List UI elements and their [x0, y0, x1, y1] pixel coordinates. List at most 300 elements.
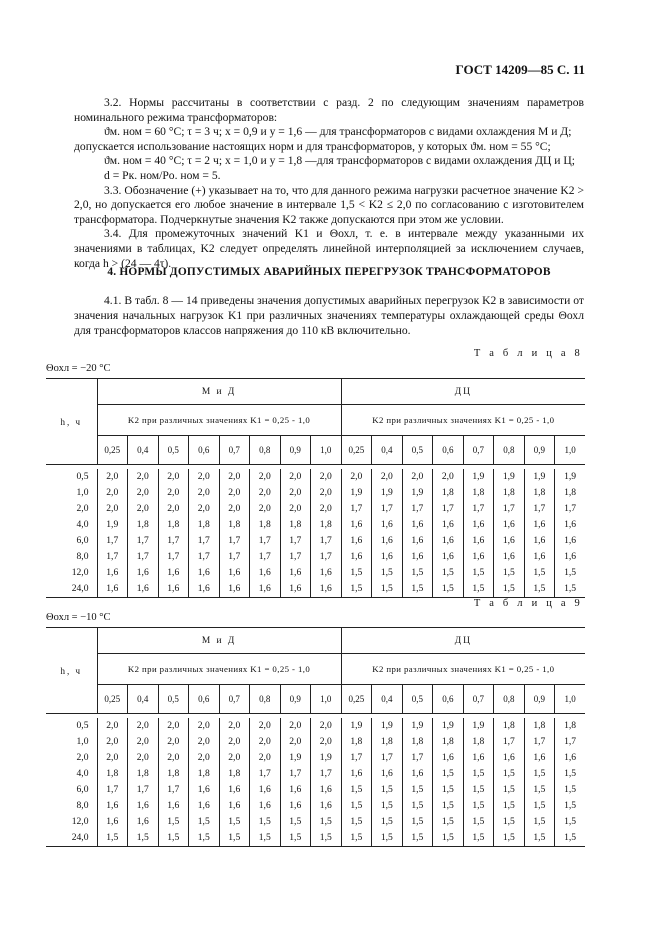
k2-md-value: 1,7: [280, 533, 311, 549]
k2-md-value: 2,0: [189, 734, 220, 750]
k2-md-value: 1,6: [311, 565, 342, 581]
k2-md-value: 1,8: [158, 766, 189, 782]
paragraph-3-2-params-1: ϑм. ном = 60 °С; τ = 3 ч; x = 0,9 и y = 1,6 — для трансформаторов с видами охлаждения М и Д;: [104, 125, 572, 139]
k2-dc-value: 2,0: [433, 469, 464, 485]
k2-md-value: 2,0: [219, 485, 250, 501]
k2-md-value: 1,8: [189, 517, 220, 533]
k2-dc-value: 1,5: [463, 782, 494, 798]
k2-md-value: 1,6: [189, 581, 220, 598]
k2-md-value: 2,0: [189, 501, 220, 517]
page-header: ГОСТ 14209—85 С. 11: [455, 62, 585, 77]
k1-md-4: 0,7: [219, 436, 250, 465]
k2-dc-value: 1,5: [494, 830, 525, 847]
k2-dc-value: 1,8: [463, 734, 494, 750]
k2-md-value: 1,8: [189, 766, 220, 782]
table-row: [46, 718, 585, 734]
table-row: [46, 549, 585, 565]
k2-md-value: 2,0: [97, 501, 128, 517]
h-value: 24,0: [46, 581, 97, 598]
k1-md-2: 0,5: [158, 436, 189, 465]
k2-md-value: 1,7: [158, 782, 189, 798]
k2-md-value: 2,0: [280, 501, 311, 517]
k1-dc-7: 1,0: [555, 685, 586, 714]
k1-md-7: 1,0: [311, 436, 342, 465]
k2-md-value: 1,5: [128, 830, 159, 847]
k2-dc-value: 1,7: [463, 501, 494, 517]
k2-md-value: 2,0: [311, 501, 342, 517]
k2-dc-value: 1,8: [402, 734, 433, 750]
k2-md-value: 2,0: [128, 469, 159, 485]
k2-md-value: 1,5: [250, 830, 281, 847]
paragraph-3-3: 3.3. Обозначение (+) указывает на то, что для данного режима нагрузки расчетное значение K2 > 2,0, но допускается его любое значение в интервале 1,5 < K2 ≤ 2,0 по согласованию с изготовителем трансформатора. Подчеркнутые значения K2 также допускаются при этом же условии.: [74, 183, 584, 226]
k2-dc-value: 1,5: [524, 798, 555, 814]
k1-md-6: 0,9: [280, 436, 311, 465]
k2-md-value: 2,0: [97, 718, 128, 734]
k2-md-value: 2,0: [97, 750, 128, 766]
k2-dc-value: 1,8: [564, 720, 577, 731]
k2-md-value: 1,5: [189, 814, 220, 830]
sub-md: K2 при различных значениях K1 = 0,25 - 1,0: [97, 654, 341, 685]
k2-dc-value: 1,5: [433, 581, 464, 598]
k2-md-value: 1,5: [280, 814, 311, 830]
k2-md-value: 1,7: [158, 533, 189, 549]
k2-dc-value: 1,7: [494, 734, 525, 750]
table-row: [46, 782, 585, 798]
k2-md-value: 2,0: [219, 469, 250, 485]
k2-dc-value: 1,5: [555, 581, 586, 598]
k2-dc-value: 1,7: [341, 750, 372, 766]
k2-md-value: 2,0: [97, 734, 128, 750]
k2-dc-value: 1,8: [564, 487, 577, 498]
k2-md-value: 1,6: [158, 565, 189, 581]
k2-dc-value: 1,6: [433, 533, 464, 549]
k2-dc-value: 1,5: [524, 814, 555, 830]
k2-dc-value: 1,9: [433, 718, 464, 734]
k2-md-value: 2,0: [97, 485, 128, 501]
k2-dc-value: 1,6: [564, 519, 577, 530]
k2-md-value: 2,0: [280, 718, 311, 734]
sub-dc: K2 при различных значениях K1 = 0,25 - 1,0: [341, 405, 585, 436]
k2-dc-value: 1,5: [402, 798, 433, 814]
k2-md-value: 2,0: [128, 734, 159, 750]
k2-dc-value: 1,5: [372, 830, 403, 847]
k2-md-value: 1,6: [128, 798, 159, 814]
k2-md-value: 1,7: [219, 533, 250, 549]
k2-dc-value: 1,6: [341, 766, 372, 782]
k2-md-value: 1,7: [128, 782, 159, 798]
k2-md-value: 1,7: [250, 533, 281, 549]
k1-dc-4: 0,7: [463, 436, 494, 465]
k2-md-value: 2,0: [219, 734, 250, 750]
k2-md-value: 1,5: [311, 814, 342, 830]
k2-dc-value: 1,8: [372, 734, 403, 750]
k2-md-value: 1,7: [311, 549, 342, 565]
k2-md-value: 1,8: [158, 517, 189, 533]
k2-dc-value: 1,8: [494, 485, 525, 501]
k2-md-value: 1,8: [219, 766, 250, 782]
k2-dc-value: 1,7: [341, 501, 372, 517]
k2-dc-value: 1,5: [402, 581, 433, 598]
k2-dc-value: 1,5: [402, 814, 433, 830]
k2-md-value: 1,7: [128, 533, 159, 549]
k2-md-value: 1,6: [250, 581, 281, 598]
k2-md-value: 1,7: [250, 549, 281, 565]
k2-dc-value: 1,9: [564, 471, 577, 482]
k2-dc-value: 1,6: [433, 517, 464, 533]
k2-md-value: 1,8: [219, 517, 250, 533]
k2-dc-value: 1,5: [372, 798, 403, 814]
h-value: 4,0: [46, 766, 97, 782]
table-row: [46, 501, 585, 517]
k1-header-row: [46, 436, 585, 465]
k2-md-value: 2,0: [158, 718, 189, 734]
k2-dc-value: 1,5: [341, 565, 372, 581]
k2-md-value: 1,6: [97, 798, 128, 814]
k2-dc-value: 1,8: [433, 734, 464, 750]
table-row: [46, 533, 585, 549]
k2-md-value: 2,0: [189, 718, 220, 734]
k2-dc-value: 2,0: [402, 469, 433, 485]
k2-dc-value: 1,6: [372, 766, 403, 782]
table-8-condition: Θохл = −20 °С: [46, 363, 111, 374]
k2-dc-value: 1,7: [433, 501, 464, 517]
k2-dc-value: 1,5: [463, 581, 494, 598]
k2-md-value: 2,0: [280, 469, 311, 485]
k2-dc-value: 1,6: [341, 533, 372, 549]
k2-dc-value: 1,5: [564, 816, 577, 827]
k1-dc-5: 0,8: [494, 436, 525, 465]
k2-md-value: 1,6: [219, 581, 250, 598]
paragraph-3-2-params-4: d = Pк. ном/Pо. ном = 5.: [104, 168, 221, 182]
k2-md-value: 1,5: [158, 830, 189, 847]
h-value: 6,0: [46, 782, 97, 798]
h-value: 2,0: [46, 501, 97, 517]
k2-dc-value: 1,8: [494, 718, 525, 734]
k2-dc-value: 1,9: [524, 469, 555, 485]
k2-dc-value: 1,9: [463, 718, 494, 734]
k2-md-value: 1,7: [97, 549, 128, 565]
k1-md-3: 0,6: [189, 436, 220, 465]
k2-dc-value: 1,5: [494, 565, 525, 581]
k2-md-value: 1,8: [311, 517, 342, 533]
k2-dc-value: 2,0: [372, 469, 403, 485]
k2-dc-value: 1,5: [402, 782, 433, 798]
k2-md-value: 1,7: [97, 533, 128, 549]
k2-md-value: 1,6: [280, 798, 311, 814]
k2-md-value: 1,5: [219, 830, 250, 847]
k2-dc-value: 1,5: [433, 830, 464, 847]
k2-md-value: 1,7: [97, 782, 128, 798]
k2-dc-value: 1,6: [564, 752, 577, 763]
k2-dc-value: 1,9: [463, 469, 494, 485]
table-row: [46, 798, 585, 814]
k2-dc-value: 1,6: [524, 750, 555, 766]
h-value: 0,5: [46, 469, 97, 485]
table-row: [46, 830, 585, 847]
k2-md-value: 1,6: [158, 798, 189, 814]
k1-md-3: 0,6: [189, 685, 220, 714]
k2-dc-value: 1,6: [524, 549, 555, 565]
k2-dc-value: 1,5: [433, 798, 464, 814]
k2-md-value: 1,6: [250, 798, 281, 814]
k2-md-value: 1,6: [311, 782, 342, 798]
h-value: 8,0: [46, 798, 97, 814]
k2-dc-value: 1,9: [341, 718, 372, 734]
k2-md-value: 2,0: [189, 750, 220, 766]
k1-md-1: 0,4: [128, 436, 159, 465]
k2-md-value: 2,0: [219, 718, 250, 734]
k2-dc-value: 1,9: [494, 469, 525, 485]
k2-dc-value: 1,7: [564, 736, 577, 747]
k2-md-value: 1,6: [189, 565, 220, 581]
k2-dc-value: 1,9: [341, 485, 372, 501]
paragraph-3-2-params-3: ϑм. ном = 40 °С; τ = 2 ч; x = 1,0 и y = 1,8 —для трансформаторов с видами охлаждения ДЦ и Ц;: [104, 154, 575, 168]
table-9-body: [46, 714, 585, 847]
k1-dc-6: 0,9: [524, 436, 555, 465]
k2-md-value: 2,0: [97, 469, 128, 485]
k2-md-value: 2,0: [250, 750, 281, 766]
k2-dc-value: 1,5: [433, 766, 464, 782]
k1-md-6: 0,9: [280, 685, 311, 714]
k2-md-value: 2,0: [128, 485, 159, 501]
k2-dc-value: 2,0: [341, 469, 372, 485]
k2-dc-value: 1,6: [494, 533, 525, 549]
k2-md-value: 1,5: [280, 830, 311, 847]
k1-md-5: 0,8: [250, 685, 281, 714]
k2-dc-value: 1,5: [341, 782, 372, 798]
h-header: h, ч: [46, 628, 97, 714]
h-value: 12,0: [46, 565, 97, 581]
k2-dc-value: 1,9: [372, 485, 403, 501]
k2-md-value: 2,0: [189, 485, 220, 501]
k1-dc-5: 0,8: [494, 685, 525, 714]
k1-dc-4: 0,7: [463, 685, 494, 714]
table-9-condition: Θохл = −10 °С: [46, 612, 111, 623]
k1-dc-1: 0,4: [372, 436, 403, 465]
k2-md-value: 1,9: [97, 517, 128, 533]
k2-dc-value: 1,6: [494, 549, 525, 565]
k2-md-value: 1,7: [311, 766, 342, 782]
k2-dc-value: 1,9: [402, 718, 433, 734]
k2-dc-value: 1,5: [564, 784, 577, 795]
h-value: 12,0: [46, 814, 97, 830]
sub-md: K2 при различных значениях K1 = 0,25 - 1,0: [97, 405, 341, 436]
k1-dc-0: 0,25: [341, 685, 372, 714]
k2-dc-value: 1,6: [494, 750, 525, 766]
k2-md-value: 2,0: [311, 734, 342, 750]
k2-md-value: 1,6: [311, 798, 342, 814]
section-4-title: 4. НОРМЫ ДОПУСТИМЫХ АВАРИЙНЫХ ПЕРЕГРУЗОК ТРАНСФОРМАТОРОВ: [107, 266, 551, 278]
k2-md-value: 1,6: [97, 814, 128, 830]
k2-md-value: 2,0: [250, 469, 281, 485]
paragraph-4-1: 4.1. В табл. 8 — 14 приведены значения допустимых аварийных перегрузок K2 в зависимости от значения начальных нагрузок K1 при различных значениях температуры охлаждающей среды Θохл для трансформаторов классов напряжения до 110 кВ включительно.: [74, 294, 584, 337]
k2-dc-value: 1,5: [433, 814, 464, 830]
k2-dc-value: 1,5: [372, 814, 403, 830]
group-dc: ДЦ: [341, 628, 585, 654]
k2-dc-value: 1,7: [524, 501, 555, 517]
k2-md-value: 1,6: [189, 798, 220, 814]
k2-dc-value: 1,6: [402, 517, 433, 533]
h-value: 1,0: [46, 485, 97, 501]
k2-dc-value: 1,5: [463, 814, 494, 830]
table-9: [46, 627, 585, 847]
k2-dc-value: 1,6: [433, 549, 464, 565]
k2-md-value: 1,6: [219, 782, 250, 798]
k2-dc-value: 1,8: [463, 485, 494, 501]
k2-dc-value: 1,5: [564, 800, 577, 811]
k2-dc-value: 1,5: [433, 782, 464, 798]
table-row: [46, 734, 585, 750]
group-md: М и Д: [97, 379, 341, 405]
k2-dc-value: 1,5: [402, 565, 433, 581]
k2-md-value: 1,8: [128, 766, 159, 782]
table-8: [46, 378, 585, 598]
h-value: 0,5: [46, 718, 97, 734]
k2-md-value: 1,6: [250, 782, 281, 798]
k2-md-value: 2,0: [250, 501, 281, 517]
k2-dc-value: 1,5: [564, 567, 577, 578]
k2-md-value: 1,7: [189, 549, 220, 565]
k2-dc-value: 1,6: [463, 533, 494, 549]
k2-md-value: 1,7: [158, 549, 189, 565]
k2-dc-value: 1,9: [372, 718, 403, 734]
k2-dc-value: 1,6: [524, 517, 555, 533]
k2-md-value: 2,0: [158, 734, 189, 750]
k2-dc-value: 1,5: [524, 581, 555, 598]
group-md: М и Д: [97, 628, 341, 654]
k2-md-value: 1,6: [128, 814, 159, 830]
sub-dc: K2 при различных значениях K1 = 0,25 - 1,0: [341, 654, 585, 685]
table-row: [46, 469, 585, 485]
k1-md-4: 0,7: [219, 685, 250, 714]
k2-md-value: 1,6: [219, 565, 250, 581]
k2-dc-value: 1,5: [524, 782, 555, 798]
h-value: 8,0: [46, 549, 97, 565]
k2-dc-value: 1,6: [372, 533, 403, 549]
k2-dc-value: 1,6: [463, 517, 494, 533]
k2-dc-value: 1,5: [524, 565, 555, 581]
k2-dc-value: 1,5: [463, 565, 494, 581]
k2-md-value: 1,6: [280, 565, 311, 581]
k2-md-value: 2,0: [250, 485, 281, 501]
k2-md-value: 1,7: [311, 533, 342, 549]
k1-md-0: 0,25: [97, 436, 128, 465]
k2-dc-value: 1,6: [433, 750, 464, 766]
k2-dc-value: 1,5: [524, 830, 555, 847]
k2-md-value: 1,7: [219, 549, 250, 565]
k2-dc-value: 1,5: [555, 830, 586, 847]
k1-dc-3: 0,6: [433, 436, 464, 465]
k2-dc-value: 1,5: [341, 581, 372, 598]
table-row: [46, 814, 585, 830]
k1-md-2: 0,5: [158, 685, 189, 714]
k2-md-value: 1,5: [219, 814, 250, 830]
k2-md-value: 2,0: [189, 469, 220, 485]
k2-md-value: 1,8: [97, 766, 128, 782]
k2-md-value: 2,0: [250, 718, 281, 734]
k2-dc-value: 1,5: [564, 768, 577, 779]
k1-dc-0: 0,25: [341, 436, 372, 465]
k2-dc-value: 1,5: [372, 565, 403, 581]
k2-dc-value: 1,6: [463, 750, 494, 766]
k2-md-value: 1,5: [311, 830, 342, 847]
k2-dc-value: 1,5: [341, 798, 372, 814]
k2-md-value: 1,7: [128, 549, 159, 565]
k2-dc-value: 1,8: [524, 718, 555, 734]
paragraph-3-2-params-2: допускается использование настоящих норм и для трансформаторов, у которых ϑм. ном = 55 °С;: [74, 139, 551, 153]
k2-md-value: 2,0: [158, 485, 189, 501]
paragraph-3-4: 3.4. Для промежуточных значений K1 и Θохл, т. е. в интервале между указанными их значениями в таблицах, K2 следует определять линейной интерполяцией за исключением случаев, когда h > (24 — 4τ).: [74, 227, 584, 270]
h-header: h, ч: [46, 379, 97, 465]
k2-dc-value: 1,5: [433, 565, 464, 581]
k2-dc-value: 1,6: [402, 533, 433, 549]
h-value: 24,0: [46, 830, 97, 847]
k2-md-value: 1,7: [250, 766, 281, 782]
k2-dc-value: 1,6: [402, 549, 433, 565]
k2-dc-value: 1,7: [524, 734, 555, 750]
k2-dc-value: 1,5: [524, 766, 555, 782]
k2-dc-value: 1,7: [402, 501, 433, 517]
table-row: [46, 581, 585, 598]
k2-md-value: 2,0: [280, 485, 311, 501]
k2-dc-value: 1,5: [494, 814, 525, 830]
k2-dc-value: 1,7: [402, 750, 433, 766]
k2-dc-value: 1,5: [463, 798, 494, 814]
k2-md-value: 1,7: [280, 766, 311, 782]
h-value: 4,0: [46, 517, 97, 533]
k2-dc-value: 1,7: [494, 501, 525, 517]
table-8-body: [46, 465, 585, 598]
k2-md-value: 1,6: [250, 565, 281, 581]
k2-md-value: 2,0: [311, 469, 342, 485]
k2-dc-value: 1,9: [402, 485, 433, 501]
k2-md-value: 1,9: [280, 750, 311, 766]
table-9-caption: Т а б л и ц а 9: [473, 598, 583, 609]
k2-md-value: 1,6: [158, 581, 189, 598]
k1-md-5: 0,8: [250, 436, 281, 465]
k2-md-value: 2,0: [158, 501, 189, 517]
k2-md-value: 2,0: [219, 501, 250, 517]
k2-dc-value: 1,6: [564, 535, 577, 546]
paragraph-3-2: 3.2. Нормы рассчитаны в соответствии с разд. 2 по следующим значениям параметров номинального режима трансформаторов:: [74, 96, 584, 124]
k1-md-1: 0,4: [128, 685, 159, 714]
k2-md-value: 1,8: [250, 517, 281, 533]
k2-md-value: 2,0: [280, 734, 311, 750]
k2-md-value: 2,0: [158, 469, 189, 485]
k2-dc-value: 1,5: [372, 782, 403, 798]
k2-md-value: 2,0: [128, 718, 159, 734]
k2-dc-value: 1,5: [494, 581, 525, 598]
k2-md-value: 1,7: [189, 533, 220, 549]
k2-dc-value: 1,7: [372, 501, 403, 517]
k2-md-value: 2,0: [311, 485, 342, 501]
k2-md-value: 1,6: [280, 581, 311, 598]
k1-dc-2: 0,5: [402, 685, 433, 714]
k2-md-value: 1,6: [311, 581, 342, 598]
h-value: 6,0: [46, 533, 97, 549]
k2-md-value: 1,5: [189, 830, 220, 847]
k2-md-value: 1,6: [189, 782, 220, 798]
k2-dc-value: 1,5: [372, 581, 403, 598]
k2-dc-value: 1,6: [463, 549, 494, 565]
k1-dc-2: 0,5: [402, 436, 433, 465]
table-row: [46, 485, 585, 501]
k2-dc-value: 1,5: [402, 830, 433, 847]
k2-md-value: 1,5: [97, 830, 128, 847]
table-8-caption: Т а б л и ц а 8: [473, 348, 583, 359]
k2-dc-value: 1,6: [402, 766, 433, 782]
k2-md-value: 2,0: [158, 750, 189, 766]
